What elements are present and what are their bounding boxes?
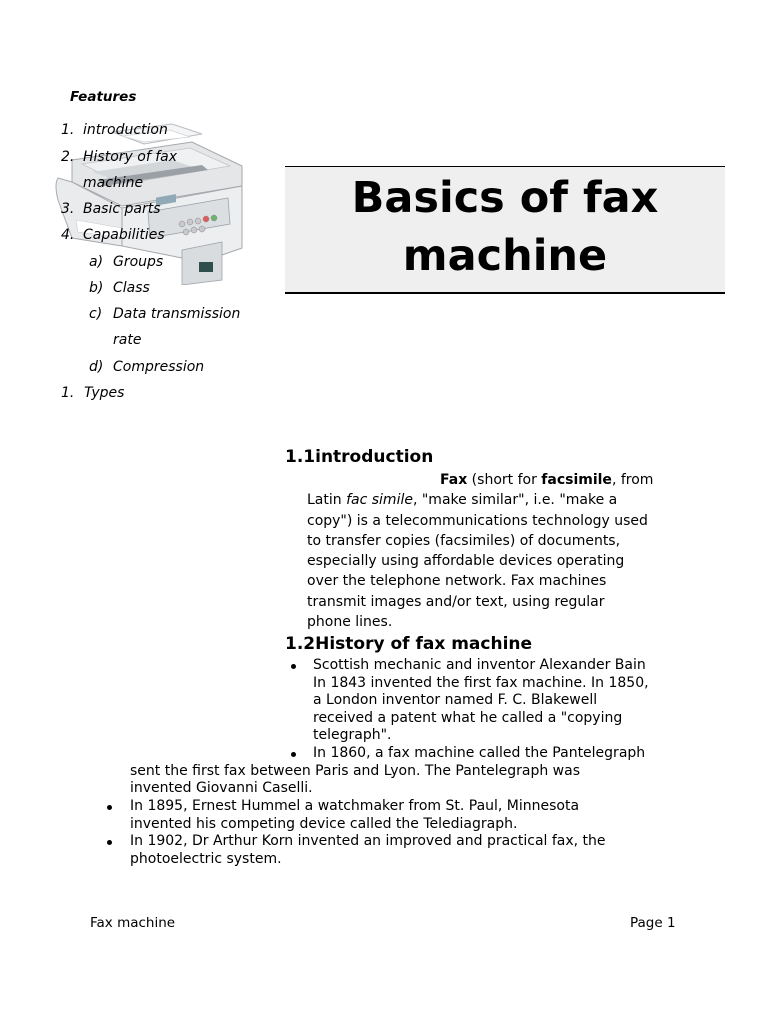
toc-item-types-number: 1. xyxy=(61,385,75,401)
toc-item-capabilities: Capabilities xyxy=(83,227,165,243)
footer-document-name: Fax machine xyxy=(90,915,176,931)
intro-text-1: (short for xyxy=(467,472,542,488)
toc-subitem-d-letter: d) xyxy=(89,359,104,375)
toc-item-history: History of fax xyxy=(83,149,177,165)
intro-line-3: copy") is a telecommunications technology used xyxy=(307,513,648,529)
intro-line-1 xyxy=(440,470,653,490)
toc-subitem-data-transmission-line2: rate xyxy=(113,332,142,348)
section-history-heading: 1.2History of fax machine xyxy=(285,634,533,654)
features-title: Features xyxy=(70,89,137,105)
bullet-dot-icon xyxy=(291,664,296,669)
toc-subitem-class: Class xyxy=(113,280,150,296)
history-b3-line-1: In 1895, Ernest Hummel a watchmaker from St. Paul, Minnesota xyxy=(130,798,580,814)
section-intro-heading: 1.1introduction xyxy=(285,447,434,467)
toc-subitem-groups: Groups xyxy=(113,254,164,270)
intro-line-2 xyxy=(307,490,617,510)
toc-item-4-number: 4. xyxy=(61,227,75,243)
toc-subitem-data-transmission: Data transmission xyxy=(113,306,241,322)
toc-subitem-compression: Compression xyxy=(113,359,205,375)
toc-subitem-a-letter: a) xyxy=(89,254,104,270)
history-b2-line-2: sent the first fax between Paris and Lyon. The Pantelegraph was xyxy=(130,763,581,779)
toc-subitem-b-letter: b) xyxy=(89,280,104,296)
toc-item-basic-parts: Basic parts xyxy=(83,201,161,217)
toc-item-2-number: 2. xyxy=(61,149,75,165)
bullet-dot-icon xyxy=(291,752,296,757)
document-title xyxy=(285,169,725,285)
intro-line-2a: Latin xyxy=(307,492,347,508)
intro-term-fax: Fax xyxy=(440,472,468,488)
toc-item-3-number: 3. xyxy=(61,201,75,217)
bullet-dot-icon xyxy=(107,805,112,810)
history-b4-line-2: photoelectric system. xyxy=(130,851,282,867)
intro-line-5: especially using affordable devices operating xyxy=(307,553,625,569)
history-b2-line-1: In 1860, a fax machine called the Pantelegraph xyxy=(313,745,646,761)
intro-term-facsimile: facsimile xyxy=(541,472,612,488)
intro-fac-simile: fac simile xyxy=(346,492,413,508)
history-b1-line-4: received a patent what he called a "copying xyxy=(313,710,623,726)
intro-line-2c: , "make similar", i.e. "make a xyxy=(412,492,618,508)
intro-line-8: phone lines. xyxy=(307,614,393,630)
title-line-1: Basics of fax xyxy=(351,173,659,223)
title-box xyxy=(285,166,725,294)
history-b4-line-1: In 1902, Dr Arthur Korn invented an improved and practical fax, the xyxy=(130,833,606,849)
history-b1-line-1: Scottish mechanic and inventor Alexander Bain xyxy=(313,657,646,673)
toc-item-1-number: 1. xyxy=(61,122,75,138)
footer-page-number: Page 1 xyxy=(630,915,676,931)
intro-line-7: transmit images and/or text, using regular xyxy=(307,594,605,610)
toc-item-types: Types xyxy=(84,385,125,401)
history-b2-line-3: invented Giovanni Caselli. xyxy=(130,780,313,796)
intro-text-2: , from xyxy=(611,472,654,488)
toc-item-introduction: introduction xyxy=(83,122,168,138)
history-b1-line-2: In 1843 invented the first fax machine. In 1850, xyxy=(313,675,649,691)
intro-line-6: over the telephone network. Fax machines xyxy=(307,573,607,589)
intro-line-4: to transfer copies (facsimiles) of documents, xyxy=(307,533,621,549)
toc-item-history-line2: machine xyxy=(83,175,144,191)
history-b1-line-5: telegraph". xyxy=(313,727,392,743)
title-line-2: machine xyxy=(402,231,608,281)
toc-subitem-c-letter: c) xyxy=(89,306,103,322)
history-b3-line-2: invented his competing device called the Telediagraph. xyxy=(130,816,518,832)
history-b1-line-3: a London inventor named F. C. Blakewell xyxy=(313,692,598,708)
bullet-dot-icon xyxy=(107,840,112,845)
